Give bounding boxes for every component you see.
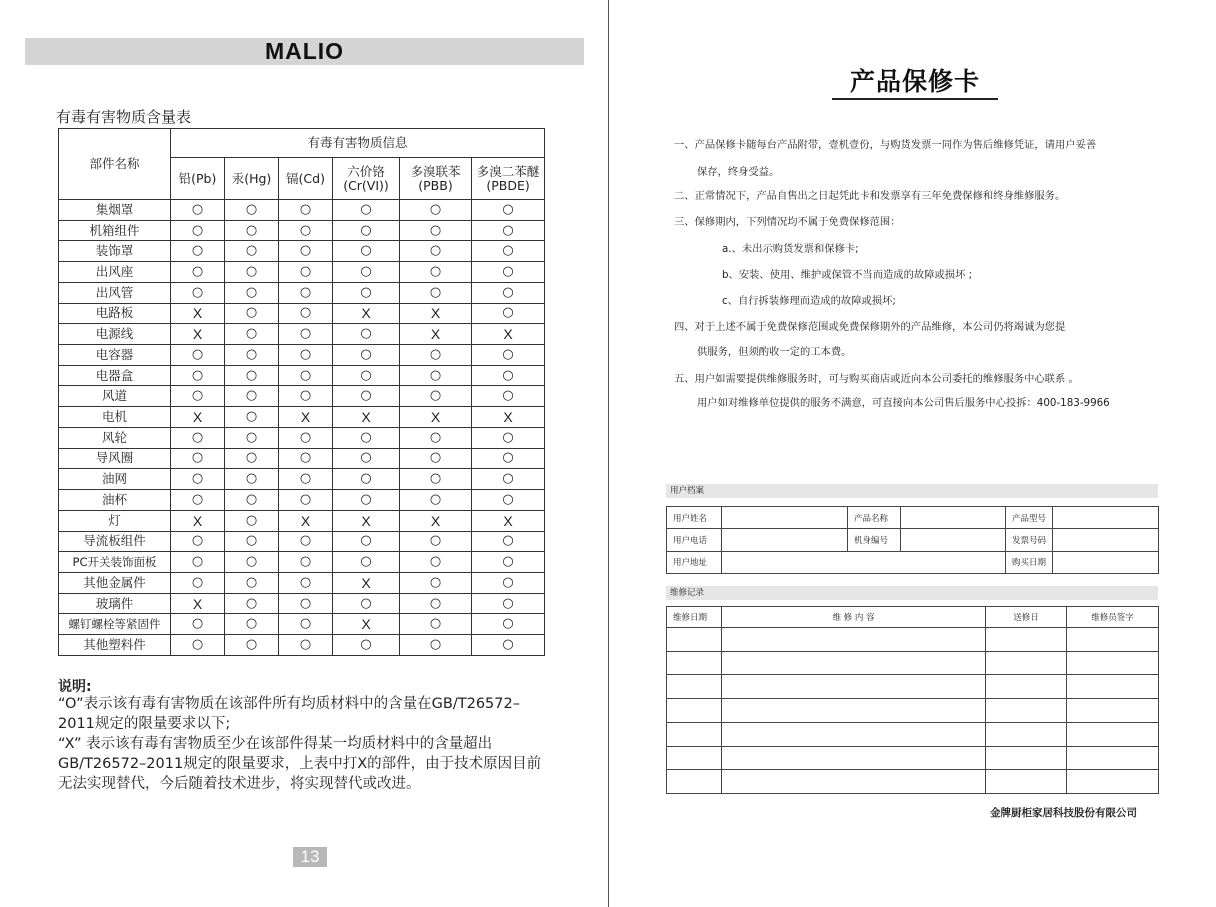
substance-mark: ○ [472, 490, 545, 511]
substance-mark: ○ [472, 531, 545, 552]
substance-mark: ○ [225, 490, 279, 511]
substance-mark: ○ [333, 365, 400, 386]
user-section-bar: 用户档案 [666, 484, 1158, 498]
repair-cell[interactable] [1067, 722, 1159, 746]
repair-header: 维 修 内 容 [722, 607, 986, 628]
repair-row [667, 675, 1159, 699]
repair-row [667, 746, 1159, 770]
substance-mark: ○ [472, 552, 545, 573]
substance-mark: ○ [333, 220, 400, 241]
note-x: “X” 表示该有毒有害物质至少在该部件得某一均质材料中的含量超出GB/T26572–2011规定的限量要求，上表中打X的部件，由于技术原因目前无法实现替代，今后随着技术进步，将实现替代或改进。 [58, 736, 542, 792]
brand-logo: MALIO [264, 38, 345, 64]
note-o: “O”表示该有毒有害物质在该部件所有均质材料中的含量在GB/T26572–2011规定的限量要求以下; [58, 696, 520, 732]
substance-mark: ○ [472, 386, 545, 407]
substance-header [400, 158, 472, 200]
substance-mark: X [400, 510, 472, 531]
table-row [59, 614, 545, 635]
substance-mark: ○ [225, 345, 279, 366]
repair-header: 维修日期 [667, 607, 722, 628]
substance-mark: ○ [225, 531, 279, 552]
substance-mark: ○ [472, 593, 545, 614]
table-row [59, 365, 545, 386]
table-row [59, 200, 545, 221]
form-label: 机身编号 [848, 529, 901, 551]
part-name: 油网 [59, 469, 171, 490]
substance-mark: X [333, 572, 400, 593]
substance-mark: ○ [225, 552, 279, 573]
substance-mark: X [400, 303, 472, 324]
substance-mark: ○ [225, 614, 279, 635]
substance-mark: ○ [225, 220, 279, 241]
part-name: 电机 [59, 407, 171, 428]
substance-header [333, 158, 400, 200]
page-number: 13 [293, 847, 327, 867]
substance-name: 六价铬 [347, 163, 385, 179]
repair-cell[interactable] [722, 770, 986, 794]
repair-cell[interactable] [722, 699, 986, 723]
substance-mark: ○ [225, 200, 279, 221]
substance-mark: ○ [472, 220, 545, 241]
substance-mark: ○ [279, 593, 333, 614]
substance-mark: ○ [279, 614, 333, 635]
repair-cell[interactable] [722, 722, 986, 746]
part-name: 装饰罩 [59, 241, 171, 262]
substance-mark: ○ [472, 303, 545, 324]
substance-mark: ○ [171, 220, 225, 241]
part-name: 灯 [59, 510, 171, 531]
substance-mark: ○ [225, 262, 279, 283]
repair-cell[interactable] [986, 651, 1067, 675]
table-row [59, 510, 545, 531]
part-name: 电器盒 [59, 365, 171, 386]
repair-cell[interactable] [986, 675, 1067, 699]
substance-mark: ○ [171, 345, 225, 366]
substance-mark: X [171, 324, 225, 345]
repair-record-table [666, 606, 1159, 794]
substance-mark: ○ [333, 262, 400, 283]
repair-cell[interactable] [1067, 675, 1159, 699]
substance-mark: ○ [472, 572, 545, 593]
substance-mark: ○ [333, 200, 400, 221]
substance-mark: ○ [472, 282, 545, 303]
table-row [59, 345, 545, 366]
substance-mark: ○ [171, 448, 225, 469]
substance-mark: ○ [171, 552, 225, 573]
substance-mark: X [333, 407, 400, 428]
substance-mark: ○ [472, 262, 545, 283]
repair-row [667, 770, 1159, 794]
warranty-clause: 二、正常情况下，产品自售出之日起凭此卡和发票享有三年免费保修和终身维修服务。 [674, 190, 1066, 202]
substance-mark: ○ [333, 635, 400, 656]
substance-mark: ○ [400, 365, 472, 386]
table-row [59, 262, 545, 283]
substance-mark: ○ [225, 469, 279, 490]
substance-mark: ○ [279, 635, 333, 656]
repair-cell[interactable] [667, 770, 722, 794]
warranty-clause: b、安装、使用、维护或保管不当而造成的故障或损坏 ; [722, 269, 973, 281]
part-name: 出风管 [59, 282, 171, 303]
substance-mark: ○ [279, 531, 333, 552]
substance-name: 多溴联苯 [410, 163, 461, 179]
form-label: 用户姓名 [667, 507, 722, 529]
substance-mark: ○ [400, 282, 472, 303]
form-row [667, 507, 1159, 529]
substance-mark: ○ [225, 635, 279, 656]
form-input[interactable] [722, 529, 848, 551]
substance-mark: X [472, 510, 545, 531]
substance-name: 多溴二苯醚 [476, 163, 540, 179]
form-input[interactable] [1053, 507, 1159, 529]
table-row [59, 386, 545, 407]
substance-mark: ○ [225, 324, 279, 345]
substance-group-header: 有毒有害物质信息 [171, 129, 545, 158]
warranty-clause: 供服务，但须酌收一定的工本费。 [697, 346, 852, 358]
substance-mark: ○ [279, 386, 333, 407]
form-input[interactable] [1053, 551, 1159, 573]
substance-mark: ○ [279, 282, 333, 303]
substance-mark: ○ [171, 635, 225, 656]
repair-cell[interactable] [1067, 699, 1159, 723]
substance-mark: ○ [400, 427, 472, 448]
form-label: 发票号码 [1006, 529, 1053, 551]
substance-mark: ○ [333, 490, 400, 511]
substance-mark: ○ [225, 427, 279, 448]
form-label: 用户电话 [667, 529, 722, 551]
repair-cell[interactable] [1067, 746, 1159, 770]
substance-mark: X [171, 407, 225, 428]
table-row [59, 552, 545, 573]
substance-mark: ○ [279, 490, 333, 511]
repair-header: 送修日 [986, 607, 1067, 628]
repair-cell[interactable] [986, 628, 1067, 652]
repair-cell[interactable] [667, 746, 722, 770]
substance-mark: ○ [171, 572, 225, 593]
substance-mark: ○ [225, 572, 279, 593]
substance-mark: X [400, 407, 472, 428]
substance-header [225, 158, 279, 200]
substance-mark: X [279, 510, 333, 531]
repair-cell[interactable] [722, 746, 986, 770]
table-row [59, 241, 545, 262]
part-name: 油杯 [59, 490, 171, 511]
form-label: 购买日期 [1006, 551, 1053, 573]
substance-mark: ○ [333, 324, 400, 345]
warranty-clause: 一、产品保修卡随每台产品附带，壹机壹份，与购货发票一同作为售后维修凭证，请用户妥善 [674, 139, 1097, 151]
table-row [59, 220, 545, 241]
warranty-clause: a.、未出示购货发票和保修卡; [722, 243, 859, 255]
repair-cell[interactable] [722, 628, 986, 652]
repair-row [667, 699, 1159, 723]
substance-mark: ○ [472, 448, 545, 469]
repair-cell[interactable] [667, 675, 722, 699]
substance-mark: ○ [472, 614, 545, 635]
table-row [59, 427, 545, 448]
substance-mark: ○ [171, 469, 225, 490]
form-label: 用户地址 [667, 551, 722, 573]
table-row [59, 593, 545, 614]
title-underline [832, 98, 998, 100]
table-row [59, 572, 545, 593]
warranty-clause: 用户如对维修单位提供的服务不满意，可直接向本公司售后服务中心投拆：400-183-9966 [697, 397, 1110, 409]
substance-mark: ○ [400, 552, 472, 573]
warranty-title: 产品保修卡 [849, 67, 980, 96]
substance-mark: ○ [400, 200, 472, 221]
substance-mark: ○ [400, 593, 472, 614]
substance-mark: ○ [279, 262, 333, 283]
substance-mark: X [472, 324, 545, 345]
substance-mark: ○ [472, 365, 545, 386]
substance-mark: ○ [279, 200, 333, 221]
repair-cell[interactable] [1067, 770, 1159, 794]
repair-header: 维修员签字 [1067, 607, 1159, 628]
substance-mark: ○ [400, 262, 472, 283]
substance-mark: X [279, 407, 333, 428]
substance-mark: ○ [333, 241, 400, 262]
repair-header-row [667, 607, 1159, 628]
repair-cell[interactable] [986, 770, 1067, 794]
table-row [59, 469, 545, 490]
table-row [59, 282, 545, 303]
substance-mark: ○ [279, 427, 333, 448]
substance-mark: ○ [400, 572, 472, 593]
substance-mark: ○ [400, 490, 472, 511]
table-row [59, 407, 545, 428]
substance-mark: ○ [472, 200, 545, 221]
repair-cell[interactable] [986, 746, 1067, 770]
substance-mark: ○ [171, 614, 225, 635]
substance-name: 铅(Pb) [178, 170, 217, 186]
page-divider [608, 0, 609, 907]
substance-mark: ○ [400, 345, 472, 366]
part-name: 出风座 [59, 262, 171, 283]
warranty-clause: 四、对于上述不属于免费保修范围或免费保修期外的产品维修，本公司仍将竭诚为您提 [674, 321, 1066, 333]
repair-cell[interactable] [667, 651, 722, 675]
table-row [59, 531, 545, 552]
substance-mark: X [400, 324, 472, 345]
part-name: 电容器 [59, 345, 171, 366]
substance-mark: ○ [279, 572, 333, 593]
repair-row [667, 628, 1159, 652]
substance-mark: ○ [225, 510, 279, 531]
part-name: 导风圈 [59, 448, 171, 469]
substance-mark: ○ [400, 469, 472, 490]
repair-cell[interactable] [986, 722, 1067, 746]
substance-mark: ○ [333, 386, 400, 407]
substance-mark: ○ [279, 365, 333, 386]
substance-mark: ○ [171, 365, 225, 386]
form-input[interactable] [722, 551, 1006, 573]
repair-cell[interactable] [667, 722, 722, 746]
substance-mark: ○ [333, 469, 400, 490]
note-title: 说明: [58, 679, 92, 695]
substance-header [279, 158, 333, 200]
form-row [667, 529, 1159, 551]
user-record-form [666, 506, 1159, 574]
substance-mark: ○ [333, 448, 400, 469]
warranty-clause: 保存，终身受益。 [697, 166, 780, 178]
repair-row [667, 722, 1159, 746]
substance-mark: ○ [171, 282, 225, 303]
substance-mark: ○ [225, 303, 279, 324]
table-row [59, 448, 545, 469]
substance-mark: X [333, 510, 400, 531]
substance-mark: ○ [400, 386, 472, 407]
substance-mark: ○ [333, 427, 400, 448]
form-input[interactable] [901, 507, 1006, 529]
substance-mark: ○ [225, 593, 279, 614]
substance-mark: X [171, 510, 225, 531]
substance-mark: X [333, 614, 400, 635]
substance-mark: ○ [333, 282, 400, 303]
substance-mark: ○ [225, 407, 279, 428]
substance-mark: ○ [400, 531, 472, 552]
substance-mark: ○ [400, 241, 472, 262]
substance-mark: ○ [279, 552, 333, 573]
part-name: 风轮 [59, 427, 171, 448]
part-name: 螺钉螺栓等紧固件 [59, 614, 171, 635]
substance-mark: ○ [400, 614, 472, 635]
substance-mark: ○ [279, 241, 333, 262]
substance-mark: ○ [333, 345, 400, 366]
substance-mark: ○ [400, 220, 472, 241]
substance-mark: ○ [400, 448, 472, 469]
substance-mark: ○ [225, 365, 279, 386]
substance-mark: ○ [225, 282, 279, 303]
substance-mark: X [171, 593, 225, 614]
substance-mark: ○ [171, 200, 225, 221]
substance-mark: ○ [171, 241, 225, 262]
repair-section-bar: 维修记录 [666, 586, 1158, 600]
company-name: 金牌厨柜家居科技股份有限公司 [990, 807, 1137, 819]
warranty-clause: c、自行拆装修理而造成的故障或损坏; [722, 295, 896, 307]
substance-mark: ○ [472, 427, 545, 448]
substance-symbol: (Cr(VI)) [343, 177, 389, 193]
repair-cell[interactable] [667, 699, 722, 723]
form-input[interactable] [901, 529, 1006, 551]
substance-mark: ○ [279, 220, 333, 241]
part-name: 电路板 [59, 303, 171, 324]
substance-mark: ○ [472, 469, 545, 490]
table-row [59, 303, 545, 324]
form-input[interactable] [1053, 529, 1159, 551]
form-label: 产品型号 [1006, 507, 1053, 529]
warranty-clause: 三、保修期内，下列情况均不属于免费保修范围： [674, 216, 901, 228]
substance-mark: ○ [279, 448, 333, 469]
substance-symbol: (PBDE) [486, 177, 530, 193]
substance-mark: ○ [472, 635, 545, 656]
substance-header [171, 158, 225, 200]
substance-mark: ○ [171, 531, 225, 552]
substance-symbol: (PBB) [418, 177, 453, 193]
part-name: 导流板组件 [59, 531, 171, 552]
repair-cell[interactable] [722, 651, 986, 675]
substance-mark: ○ [472, 345, 545, 366]
hazard-table-title: 有毒有害物质含量表 [56, 108, 192, 126]
part-header: 部件名称 [59, 129, 171, 200]
part-name: 其他塑料件 [59, 635, 171, 656]
substance-mark: ○ [225, 448, 279, 469]
part-name: 机箱组件 [59, 220, 171, 241]
substance-name: 镉(Cd) [286, 170, 325, 186]
form-label: 产品名称 [848, 507, 901, 529]
substance-mark: ○ [225, 241, 279, 262]
substance-mark: ○ [400, 635, 472, 656]
substance-name: 汞(Hg) [231, 170, 272, 186]
part-name: 集烟罩 [59, 200, 171, 221]
repair-cell[interactable] [722, 675, 986, 699]
substance-mark: X [333, 303, 400, 324]
substance-header [472, 158, 545, 200]
part-name: 风道 [59, 386, 171, 407]
table-row [59, 635, 545, 656]
warranty-clause: 五、用户如需要提供维修服务时，可与购买商店或近向本公司委托的维修服务中心联系 。 [674, 373, 1079, 385]
table-row [59, 490, 545, 511]
hazard-table [58, 128, 545, 656]
repair-cell[interactable] [1067, 651, 1159, 675]
part-name: 电源线 [59, 324, 171, 345]
substance-mark: ○ [171, 386, 225, 407]
substance-mark: ○ [472, 241, 545, 262]
substance-mark: ○ [333, 552, 400, 573]
substance-mark: ○ [225, 386, 279, 407]
substance-mark: ○ [279, 469, 333, 490]
substance-mark: ○ [333, 593, 400, 614]
substance-mark: ○ [279, 324, 333, 345]
substance-mark: X [472, 407, 545, 428]
substance-mark: ○ [279, 345, 333, 366]
repair-cell[interactable] [986, 699, 1067, 723]
part-name: PC开关装饰面板 [59, 552, 171, 573]
part-name: 其他金属件 [59, 572, 171, 593]
substance-mark: X [171, 303, 225, 324]
repair-row [667, 651, 1159, 675]
repair-cell[interactable] [1067, 628, 1159, 652]
substance-mark: ○ [171, 262, 225, 283]
repair-cell[interactable] [667, 628, 722, 652]
substance-mark: ○ [279, 303, 333, 324]
substance-mark: ○ [171, 427, 225, 448]
table-row [59, 324, 545, 345]
form-input[interactable] [722, 507, 848, 529]
part-name: 玻璃件 [59, 593, 171, 614]
substance-mark: ○ [171, 490, 225, 511]
substance-mark: ○ [333, 531, 400, 552]
form-row [667, 551, 1159, 573]
